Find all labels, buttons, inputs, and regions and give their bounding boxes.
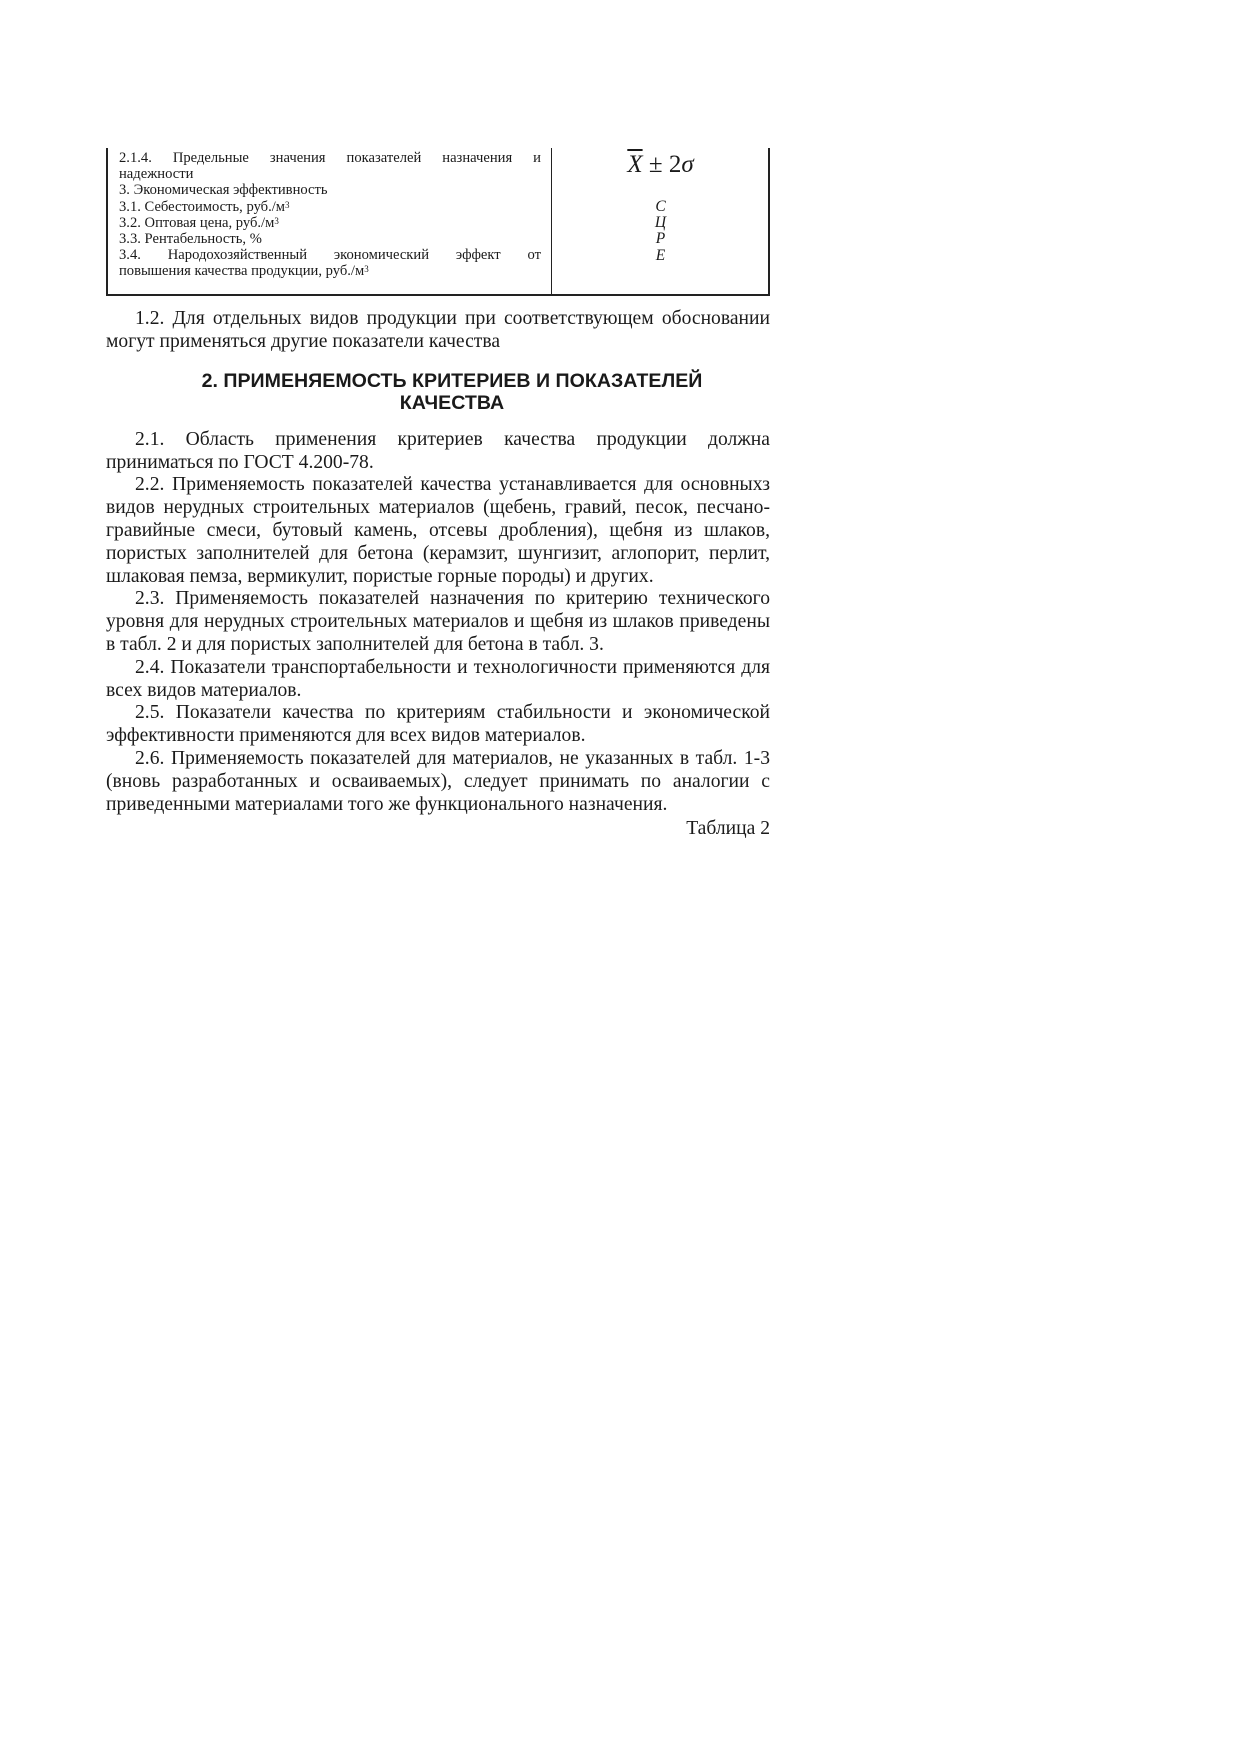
table-row-3-3: 3.3. Рентабельность, %: [119, 231, 262, 248]
unit-superscript: 3: [285, 199, 290, 210]
paragraph-2-4: 2.4. Показатели транспортабельности и технологичности применяются для всех видов материалов.: [106, 656, 770, 701]
section-2-heading: [106, 370, 770, 415]
paragraph-2-3: 2.3. Применяемость показателей назначения по критерию технического уровня для нерудных строительных материалов и щебня из шлаков приведены в табл. 2 и для пористых заполнителей для бетона в табл. 3.: [106, 588, 770, 655]
table-row-3-4-text: повышения качества продукции, руб./м: [119, 263, 365, 280]
table-row-2-1-4-line1: 2.1.4. Предельные значения показателей назначения и: [119, 150, 541, 166]
section-2-heading-line1: 2. ПРИМЕНЯЕМОСТЬ КРИТЕРИЕВ И ПОКАЗАТЕЛЕЙ: [201, 369, 703, 392]
table-row-3-1: [119, 199, 541, 215]
paragraph-2-5: 2.5. Показатели качества по критериям стабильности и экономической эффективности применяются для всех видов материалов.: [106, 702, 770, 747]
paragraph-2-2: 2.2. Применяемость показателей качества устанавливается для основныхз видов нерудных строительных материалов (щебень, гравий, песок, песчано-гравийные смеси, бутовый камень, отсевы дробления), щебня из шлаков, пористых заполнителей для бетона (керамзит, шунгизит, аглопорит, перлит, шлаковая пемза, вермикулит, пористые горные породы) и других.: [106, 474, 770, 587]
table-2-caption: Таблица 2: [686, 818, 770, 840]
body-text-section-2: [106, 429, 770, 817]
table-indicator-column: [119, 150, 541, 280]
symbol-price: Ц: [654, 214, 667, 232]
unit-superscript: 3: [364, 264, 369, 275]
symbol-effect: Е: [655, 246, 666, 264]
indicators-table: [106, 148, 770, 296]
table-symbol-column: [553, 148, 768, 264]
paragraph-2-6: 2.6. Применяемость показателей для материалов, не указанных в табл. 1-3 (вновь разработанных и осваиваемых), следует принимать по аналогии с приведенными материалами того же функционального назначения.: [106, 747, 770, 815]
section-2-heading-line2: КАЧЕСТВА: [399, 392, 505, 415]
table-row-3-2-text: 3.2. Оптовая цена, руб./м: [119, 214, 275, 231]
table-row-3: 3. Экономическая эффективность: [119, 182, 328, 199]
paragraph-2-1: 2.1. Область применения критериев качества продукции должна приниматься по ГОСТ 4.200-78.: [106, 428, 770, 473]
body-text-section-1: [106, 308, 770, 354]
formula-plus-minus: ±: [648, 151, 663, 178]
formula-x-bar: $\overline{X}$: [627, 151, 643, 178]
table-row-3-2: [119, 215, 541, 231]
table-row-3-4-line1: 3.4. Народохозяйственный экономический эффект от: [119, 247, 541, 264]
table-row-2-1-4-line2: надежности: [119, 166, 194, 183]
table-column-divider: [551, 148, 552, 294]
table-row-3-1-text: 3.1. Себестоимость, руб./м: [119, 198, 286, 215]
symbol-profitability: Р: [655, 230, 666, 248]
formula-sigma: σ: [681, 151, 694, 178]
unit-superscript: 3: [274, 215, 279, 226]
limit-formula: [553, 150, 768, 180]
table-row-3-4-line2: [119, 263, 541, 279]
symbol-cost: С: [655, 198, 666, 215]
formula-two: 2: [668, 151, 682, 178]
document-page: [106, 148, 770, 841]
paragraph-1-2: 1.2. Для отдельных видов продукции при соответствующем обосновании могут применяться другие показатели качества: [106, 308, 770, 352]
